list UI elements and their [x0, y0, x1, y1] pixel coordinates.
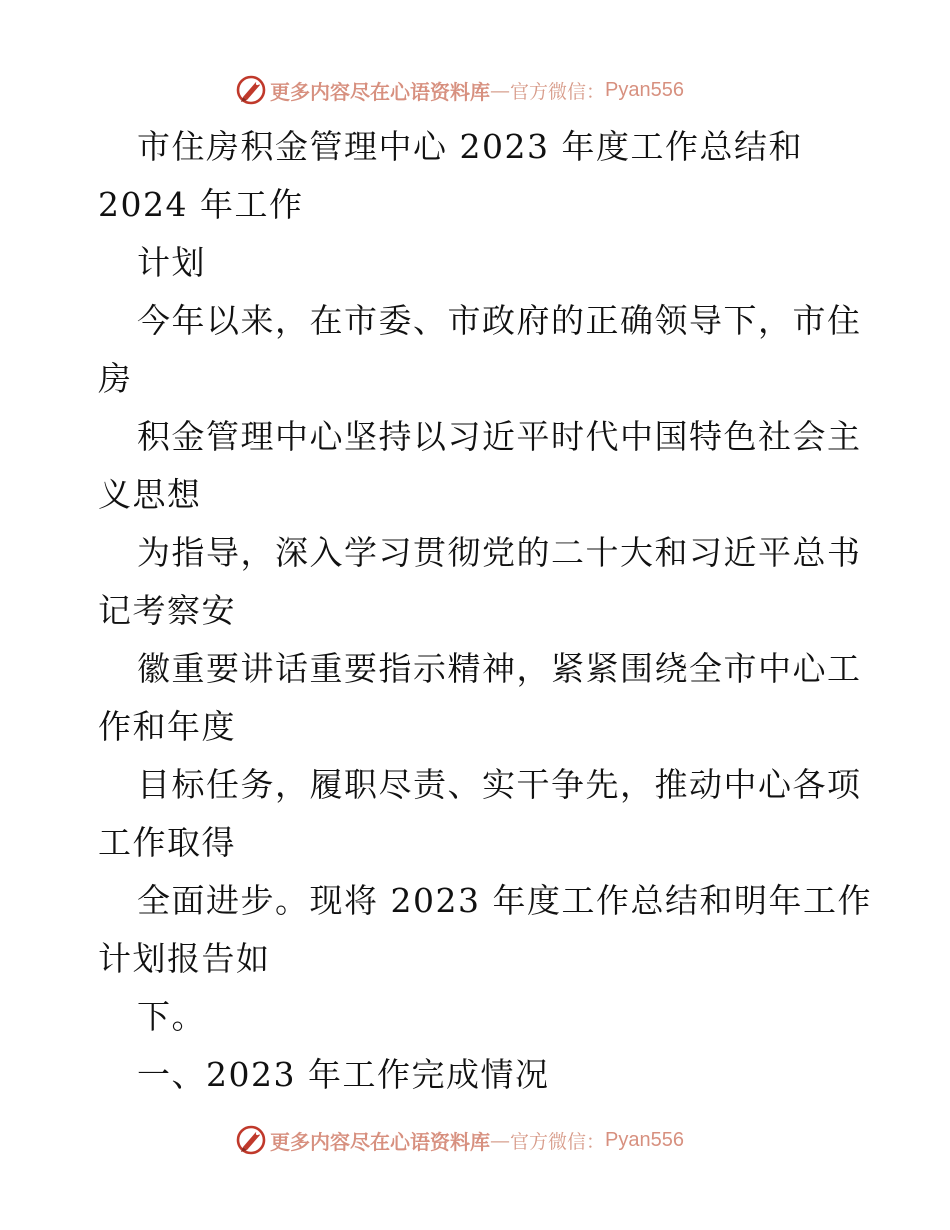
paragraph-line: 徽重要讲话重要指示精神，紧紧围绕全市中心工	[137, 649, 862, 688]
section-heading: 一、2023 年工作完成情况	[137, 1055, 550, 1094]
paragraph-line: 下。	[137, 997, 206, 1036]
paragraph-line: 全面进步。现将 2023 年度工作总结和明年工作	[137, 881, 872, 920]
paragraph-line: 计划报告如	[98, 939, 271, 978]
watermark-banner-top	[234, 73, 714, 107]
title-line-2: 2024 年工作	[98, 185, 304, 224]
watermark-main-text: 更多内容尽在心语资料库	[270, 79, 490, 104]
paragraph-line: 为指导，深入学习贯彻党的二十大和习近平总书	[137, 533, 862, 572]
paragraph-line: 记考察安	[98, 591, 236, 630]
title-line-3: 计划	[137, 243, 206, 282]
paragraph-line: 目标任务，履职尽责、实干争先，推动中心各项	[137, 765, 862, 804]
title-line-1: 市住房积金管理中心 2023 年度工作总结和	[137, 127, 803, 166]
pen-logo-icon	[234, 1123, 268, 1157]
paragraph-line: 房	[98, 359, 133, 398]
watermark-dash: —	[490, 78, 510, 102]
watermark-id-text: Pyan556	[605, 1128, 684, 1151]
paragraph-line: 义思想	[98, 475, 202, 514]
watermark-banner-bottom	[234, 1123, 714, 1157]
paragraph-line: 作和年度	[98, 707, 236, 746]
watermark-dash: —	[490, 1128, 510, 1152]
paragraph-line: 积金管理中心坚持以习近平时代中国特色社会主	[137, 417, 862, 456]
paragraph-line: 今年以来，在市委、市政府的正确领导下，市住	[137, 301, 862, 340]
watermark-main-text: 更多内容尽在心语资料库	[270, 1129, 490, 1154]
watermark-sub-text: 官方微信：	[510, 1130, 606, 1153]
watermark-sub-text: 官方微信：	[510, 80, 606, 103]
paragraph-line: 工作取得	[98, 823, 236, 862]
pen-logo-icon	[234, 73, 268, 107]
watermark-id-text: Pyan556	[605, 78, 684, 101]
